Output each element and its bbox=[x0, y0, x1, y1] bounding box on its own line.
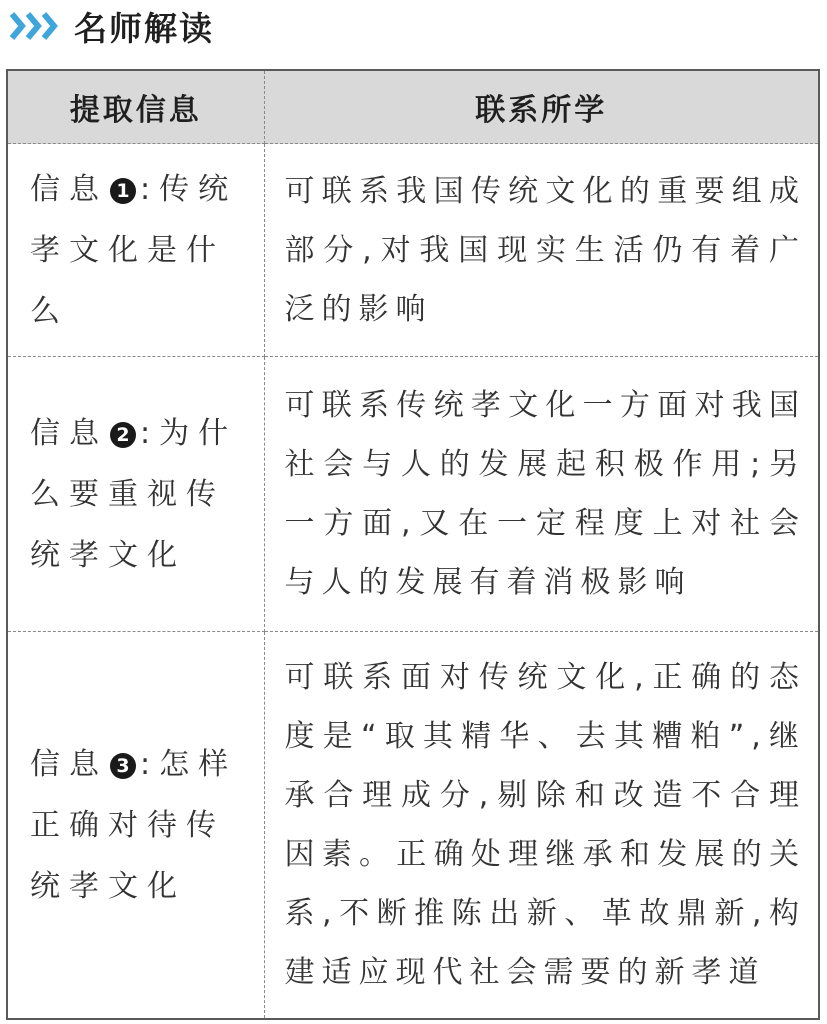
content-cell: 可联系我国传统文化的重要组成部分,对我国现实生活仍有着广泛的影响 bbox=[264, 144, 819, 357]
info-question: :怎样正确对待传统孝文化 bbox=[30, 746, 238, 904]
column-header-related-learning: 联系所学 bbox=[264, 70, 819, 144]
info-prefix: 信息 bbox=[30, 171, 108, 207]
table-header-row bbox=[7, 70, 819, 144]
table-row bbox=[7, 144, 819, 357]
content-cell: 可联系传统孝文化一方面对我国社会与人的发展起积极作用;另一方面,又在一定程度上对社会与人的发展有着消极影响 bbox=[264, 357, 819, 632]
info-question: :为什么要重视传统孝文化 bbox=[30, 415, 238, 573]
triple-chevron-right-icon bbox=[8, 8, 64, 44]
info-cell bbox=[7, 144, 264, 357]
info-question: :传统孝文化是什么 bbox=[30, 171, 238, 329]
info-table bbox=[6, 69, 820, 1020]
info-prefix: 信息 bbox=[30, 746, 108, 782]
number-badge: 1 bbox=[110, 178, 136, 204]
column-header-extract-info: 提取信息 bbox=[7, 70, 264, 144]
section-title: 名师解读 bbox=[74, 8, 214, 48]
table-row bbox=[7, 632, 819, 1020]
table-row bbox=[7, 357, 819, 632]
number-badge: 2 bbox=[110, 422, 136, 448]
info-cell bbox=[7, 632, 264, 1020]
info-prefix: 信息 bbox=[30, 415, 108, 451]
section-header bbox=[8, 6, 214, 46]
info-cell bbox=[7, 357, 264, 632]
content-cell: 可联系面对传统文化,正确的态度是“取其精华、去其糟粕”,继承合理成分,剔除和改造不合理因素。正确处理继承和发展的关系,不断推陈出新、革故鼎新,构建适应现代社会需要的新孝道 bbox=[264, 632, 819, 1020]
number-badge: 3 bbox=[110, 753, 136, 779]
